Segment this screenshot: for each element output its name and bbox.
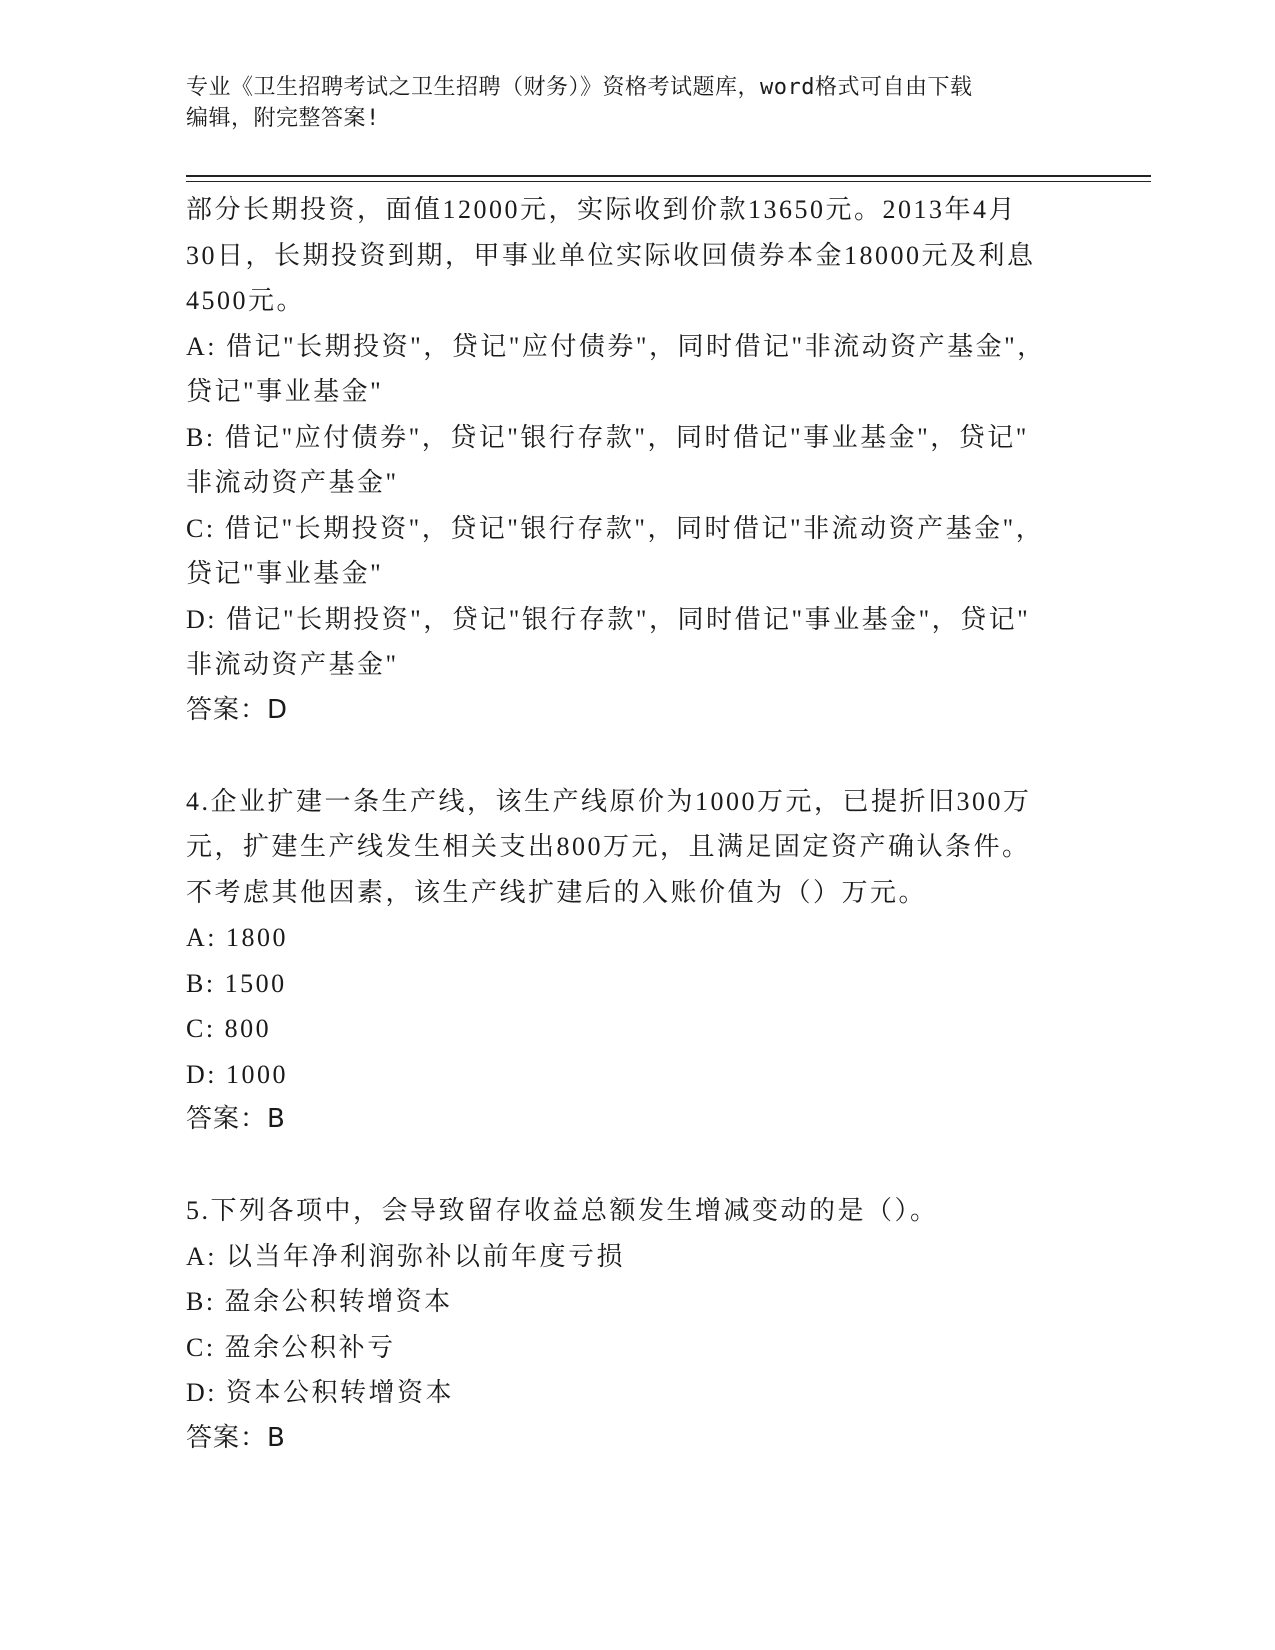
option-a: A: 1800	[186, 923, 288, 952]
option-a-line-1: A: 借记"长期投资"，贷记"应付债券"，同时借记"非流动资产基金"，	[186, 331, 1046, 361]
spacer	[186, 1143, 1086, 1189]
option-a-line-2: 贷记"事业基金"	[186, 377, 384, 406]
option-a: A: 以当年净利润弥补以前年度亏损	[186, 1241, 626, 1271]
question-stem-line: 30日，长期投资到期，甲事业单位实际收回债券本金18000元及利息	[186, 240, 1036, 270]
question-4	[186, 779, 1086, 1143]
question-stem-line: 部分长期投资，面值12000元，实际收到价款13650元。2013年4月	[186, 195, 1018, 224]
question-stem-line: 4.企业扩建一条生产线，该生产线原价为1000万元，已提折旧300万	[186, 786, 1032, 816]
answer-label: 答案：B	[186, 1422, 286, 1453]
header-rule	[186, 175, 1151, 177]
header-line-2: 编辑，附完整答案!	[186, 106, 380, 131]
option-b-line-2: 非流动资产基金"	[186, 468, 399, 497]
option-d: D: 1000	[186, 1059, 288, 1089]
document-header	[186, 72, 1066, 134]
question-3	[186, 187, 1086, 733]
question-stem-line: 4500元。	[186, 286, 306, 315]
option-b-line-1: B: 借记"应付债券"，贷记"银行存款"，同时借记"事业基金"，贷记"	[186, 422, 1029, 452]
answer-label: 答案：D	[186, 694, 289, 725]
option-c: C: 盈余公积补亏	[186, 1332, 396, 1362]
question-stem-line: 5.下列各项中，会导致留存收益总额发生增减变动的是（）。	[186, 1196, 939, 1225]
document-body	[186, 187, 1086, 1461]
option-d-line-2: 非流动资产基金"	[186, 650, 399, 679]
question-5	[186, 1188, 1086, 1461]
option-d: D: 资本公积转增资本	[186, 1378, 455, 1407]
option-b: B: 1500	[186, 968, 287, 998]
question-stem-line: 不考虑其他因素，该生产线扩建后的入账价值为（）万元。	[186, 877, 928, 907]
header-line-1: 专业《卫生招聘考试之卫生招聘（财务）》资格考试题库，word格式可自由下载	[186, 75, 973, 100]
spacer	[186, 733, 1086, 779]
answer-label: 答案：B	[186, 1104, 286, 1134]
option-d-line-1: D: 借记"长期投资"，贷记"银行存款"，同时借记"事业基金"，贷记"	[186, 604, 1031, 634]
option-c-line-2: 贷记"事业基金"	[186, 559, 384, 588]
question-stem-line: 元，扩建生产线发生相关支出800万元，且满足固定资产确认条件。	[186, 832, 1031, 861]
option-b: B: 盈余公积转增资本	[186, 1287, 453, 1316]
option-c-line-1: C: 借记"长期投资"，贷记"银行存款"，同时借记"非流动资产基金"，	[186, 513, 1045, 543]
option-c: C: 800	[186, 1014, 272, 1043]
header-rule-thin	[186, 181, 1151, 182]
